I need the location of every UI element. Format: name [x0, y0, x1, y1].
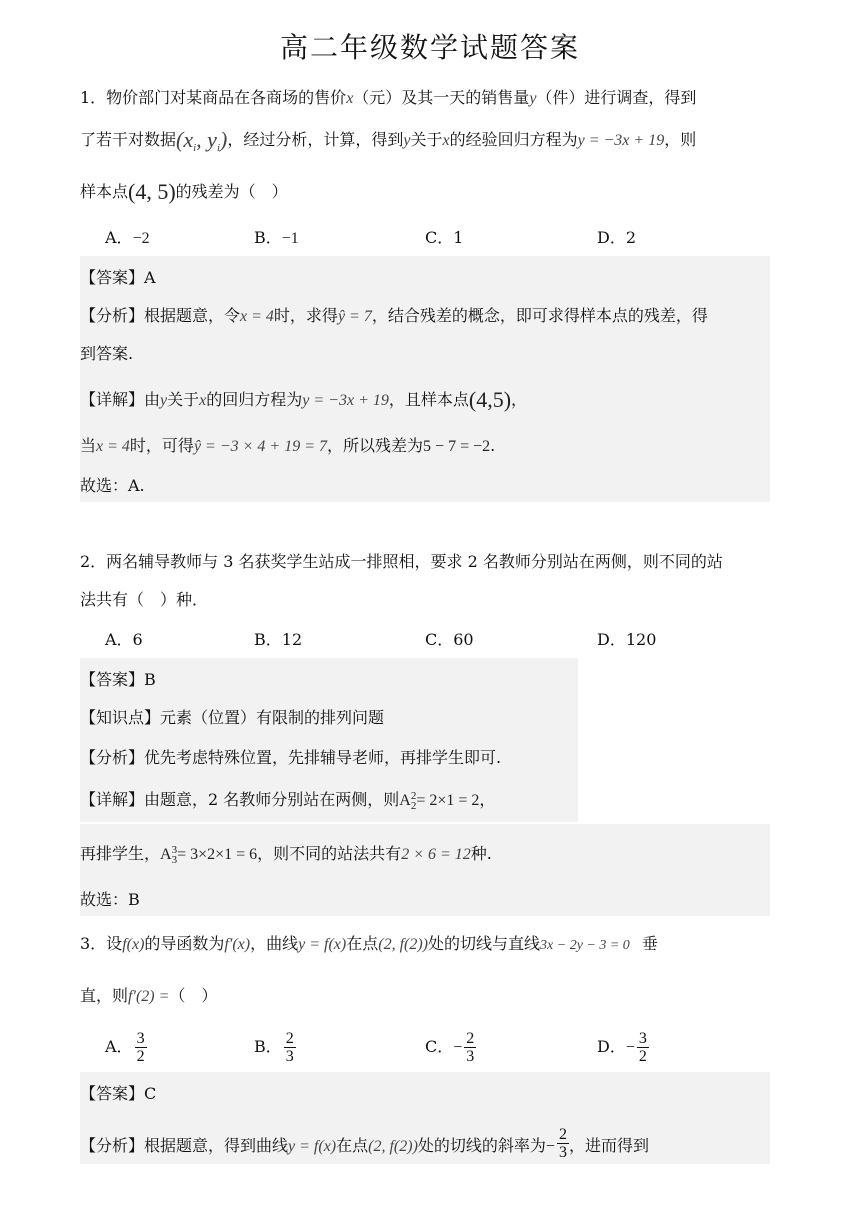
q1-text: 样本点	[80, 182, 129, 201]
q1-choose: 故选：A.	[80, 476, 145, 495]
q1-analysis-line2: 到答案.	[80, 344, 134, 363]
q3-option-c: C．− $\frac{2}{3}$	[425, 1030, 475, 1065]
page-title: 高二年级数学试题答案	[279, 31, 580, 64]
q3-answer: 【答案】C	[80, 1084, 157, 1103]
q1-stem-line2	[80, 128, 696, 160]
q2-detail-line2: 再排学生，A 3 3 = 3×2×1 = 6，则不同的站法共有2 × 6 = 12种.	[80, 844, 492, 867]
math-sample-point: (4, 5)	[128, 179, 176, 204]
fraction: $\frac{2}{3}$	[285, 1030, 294, 1065]
q1-option-a: A．−2	[105, 228, 150, 247]
math-x: x	[442, 132, 450, 149]
q3-stem-line2: 直，则f′(2) =（ ）	[80, 986, 218, 1005]
q3-option-d: D．− $\frac{3}{2}$	[597, 1030, 647, 1065]
q1-detail-line1: 【详解】由y关于x的回归方程为y = −3x + 19，且样本点(4,5)，	[80, 387, 528, 412]
math-y: y	[529, 90, 537, 107]
q2-option-a: A．6	[105, 630, 143, 649]
q3-option-a: A． $\frac{3}{2}$	[105, 1030, 145, 1065]
q3-analysis-line1: 【分析】根据题意，得到曲线y = f(x)在点(2, f(2))处的切线的斜率为− $\frac{2}{3}$ ，进而得到	[80, 1126, 649, 1161]
q1-text: 了若干对数据	[80, 130, 177, 149]
math-regression: y = −3x + 19	[577, 132, 665, 149]
fraction: $\frac{3}{2}$	[136, 1030, 145, 1065]
q2-option-b: B．12	[254, 630, 303, 649]
fraction: $\frac{2}{3}$	[558, 1126, 567, 1161]
q1-text: 1．物价部门对某商品在各商场的售价	[80, 88, 347, 107]
q1-stem-line1	[80, 86, 696, 111]
q1-text: （件）进行调查，得到	[536, 88, 697, 107]
math-x: x	[346, 90, 354, 107]
q2-knowledge-point: 【知识点】元素（位置）有限制的排列问题	[80, 708, 385, 727]
q1-option-c: C．1	[425, 228, 464, 247]
q2-stem-line2: 法共有（ ）种．	[80, 590, 209, 609]
q1-text: ，则	[664, 130, 697, 149]
math-y: y	[403, 132, 411, 149]
fraction: $\frac{2}{3}$	[466, 1030, 475, 1065]
q2-solution-block-2	[80, 824, 770, 916]
q2-option-c: C．60	[425, 630, 474, 649]
math-permutation: A 3 3 = 3×2×1 = 6	[160, 844, 258, 867]
q2-option-d: D．120	[597, 630, 657, 649]
q2-analysis: 【分析】优先考虑特殊位置，先排辅导老师，再排学生即可.	[80, 748, 502, 767]
q3-option-b: B． $\frac{2}{3}$	[254, 1030, 294, 1065]
q2-stem-line1: 2．两名辅导教师与 3 名获奖学生站成一排照相，要求 2 名教师分别站在两侧，则不同的站	[80, 552, 723, 571]
q1-answer: 【答案】A	[80, 268, 156, 287]
q1-text: （元）及其一天的销售量	[353, 88, 530, 107]
q2-choose: 故选：B	[80, 890, 140, 909]
q1-text: 的残差为（ ）	[175, 182, 288, 201]
q1-text: 关于	[410, 130, 443, 149]
math-permutation: A 2 2 = 2×1 = 2	[399, 790, 480, 813]
q1-option-d: D．2	[597, 228, 637, 247]
q3-stem-line1: 3．设f(x)的导函数为f′(x)，曲线y = f(x)在点(2, f(2))处的切线与直线3x − 2y − 3 = 0 垂	[80, 934, 658, 953]
q1-option-b: B．−1	[254, 228, 299, 247]
q1-stem-line3	[80, 180, 288, 204]
q1-text: 的经验回归方程为	[449, 130, 578, 149]
fraction: $\frac{3}{2}$	[638, 1030, 647, 1065]
q1-solution-block	[80, 256, 770, 502]
q1-text: ，经过分析，计算，得到	[227, 130, 404, 149]
q1-detail-line2: 当x = 4时，可得ŷ = −3 × 4 + 19 = 7，所以残差为5 − 7 = −2.	[80, 436, 496, 455]
q1-analysis-line1: 【分析】根据题意，令x = 4时，求得ŷ = 7，结合残差的概念，即可求得样本点的残差，得	[80, 306, 708, 325]
q2-detail-line1: 【详解】由题意，2 名教师分别站在两侧，则A 2 2 = 2×1 = 2，	[80, 790, 496, 813]
math-data-pair: (xi, yi)	[176, 127, 228, 154]
q2-answer: 【答案】B	[80, 670, 156, 689]
